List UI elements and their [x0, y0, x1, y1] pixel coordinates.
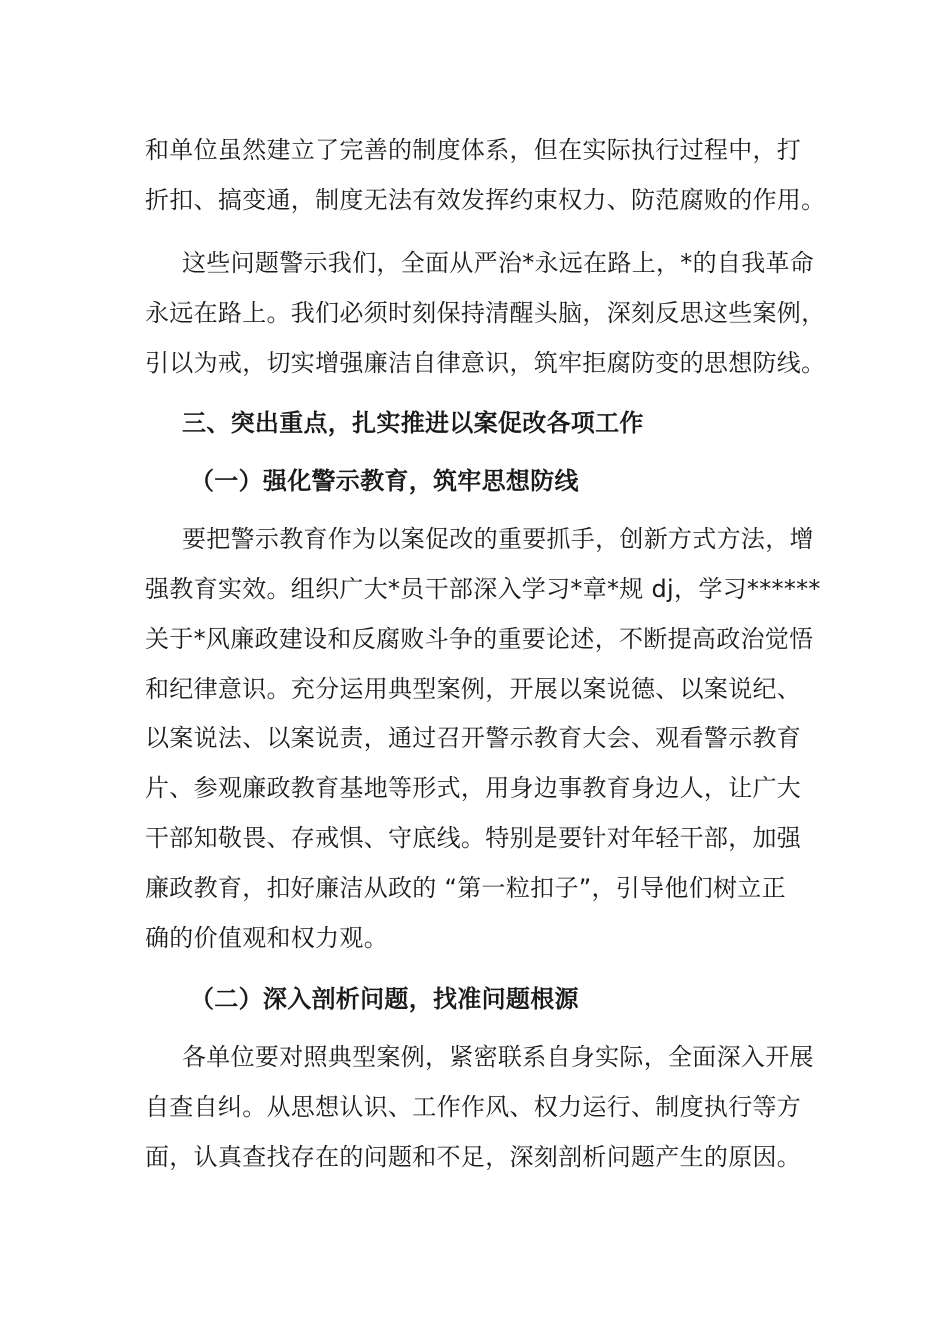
- section-heading: 三、突出重点，扎实推进以案促改各项工作: [182, 409, 644, 437]
- paragraph-line: 廉政教育，扣好廉洁从政的 “第一粒扣子”，引导他们树立正: [145, 874, 786, 902]
- paragraph-line: 引以为戒，切实增强廉洁自律意识，筑牢拒腐防变的思想防线。: [145, 349, 826, 377]
- paragraph-line: 和单位虽然建立了完善的制度体系，但在实际执行过程中，打: [145, 136, 802, 164]
- paragraph-line: 永远在路上。我们必须时刻保持清醒头脑，深刻反思这些案例，: [145, 299, 826, 327]
- subsection-heading: （二）深入剖析问题，找准问题根源: [190, 985, 579, 1013]
- paragraph-line: 自查自纠。从思想认识、工作作风、权力运行、制度执行等方: [145, 1093, 802, 1121]
- paragraph-line: 面，认真查找存在的问题和不足，深刻剖析问题产生的原因。: [145, 1143, 802, 1171]
- paragraph-line: 和纪律意识。充分运用典型案例，开展以案说德、以案说纪、: [145, 675, 802, 703]
- paragraph-line: 折扣、搞变通，制度无法有效发挥约束权力、防范腐败的作用。: [145, 186, 826, 214]
- paragraph-line: 各单位要对照典型案例，紧密联系自身实际，全面深入开展: [182, 1043, 814, 1071]
- paragraph-line: 关于*风廉政建设和反腐败斗争的重要论述，不断提高政治觉悟: [145, 625, 814, 653]
- paragraph-line: 强教育实效。组织广大*员干部深入学习*章*规 dj，学习******: [145, 575, 821, 603]
- paragraph-line: 片、参观廉政教育基地等形式，用身边事教育身边人，让广大: [145, 774, 802, 802]
- paragraph-line: 要把警示教育作为以案促改的重要抓手，创新方式方法，增: [182, 525, 814, 553]
- paragraph-line: 这些问题警示我们，全面从严治*永远在路上，*的自我革命: [182, 249, 815, 277]
- paragraph-line: 确的价值观和权力观。: [145, 924, 388, 952]
- subsection-heading: （一）强化警示教育，筑牢思想防线: [190, 467, 579, 495]
- paragraph-line: 以案说法、以案说责，通过召开警示教育大会、观看警示教育: [145, 724, 802, 752]
- paragraph-line: 干部知敬畏、存戒惧、守底线。特别是要针对年轻干部，加强: [145, 824, 802, 852]
